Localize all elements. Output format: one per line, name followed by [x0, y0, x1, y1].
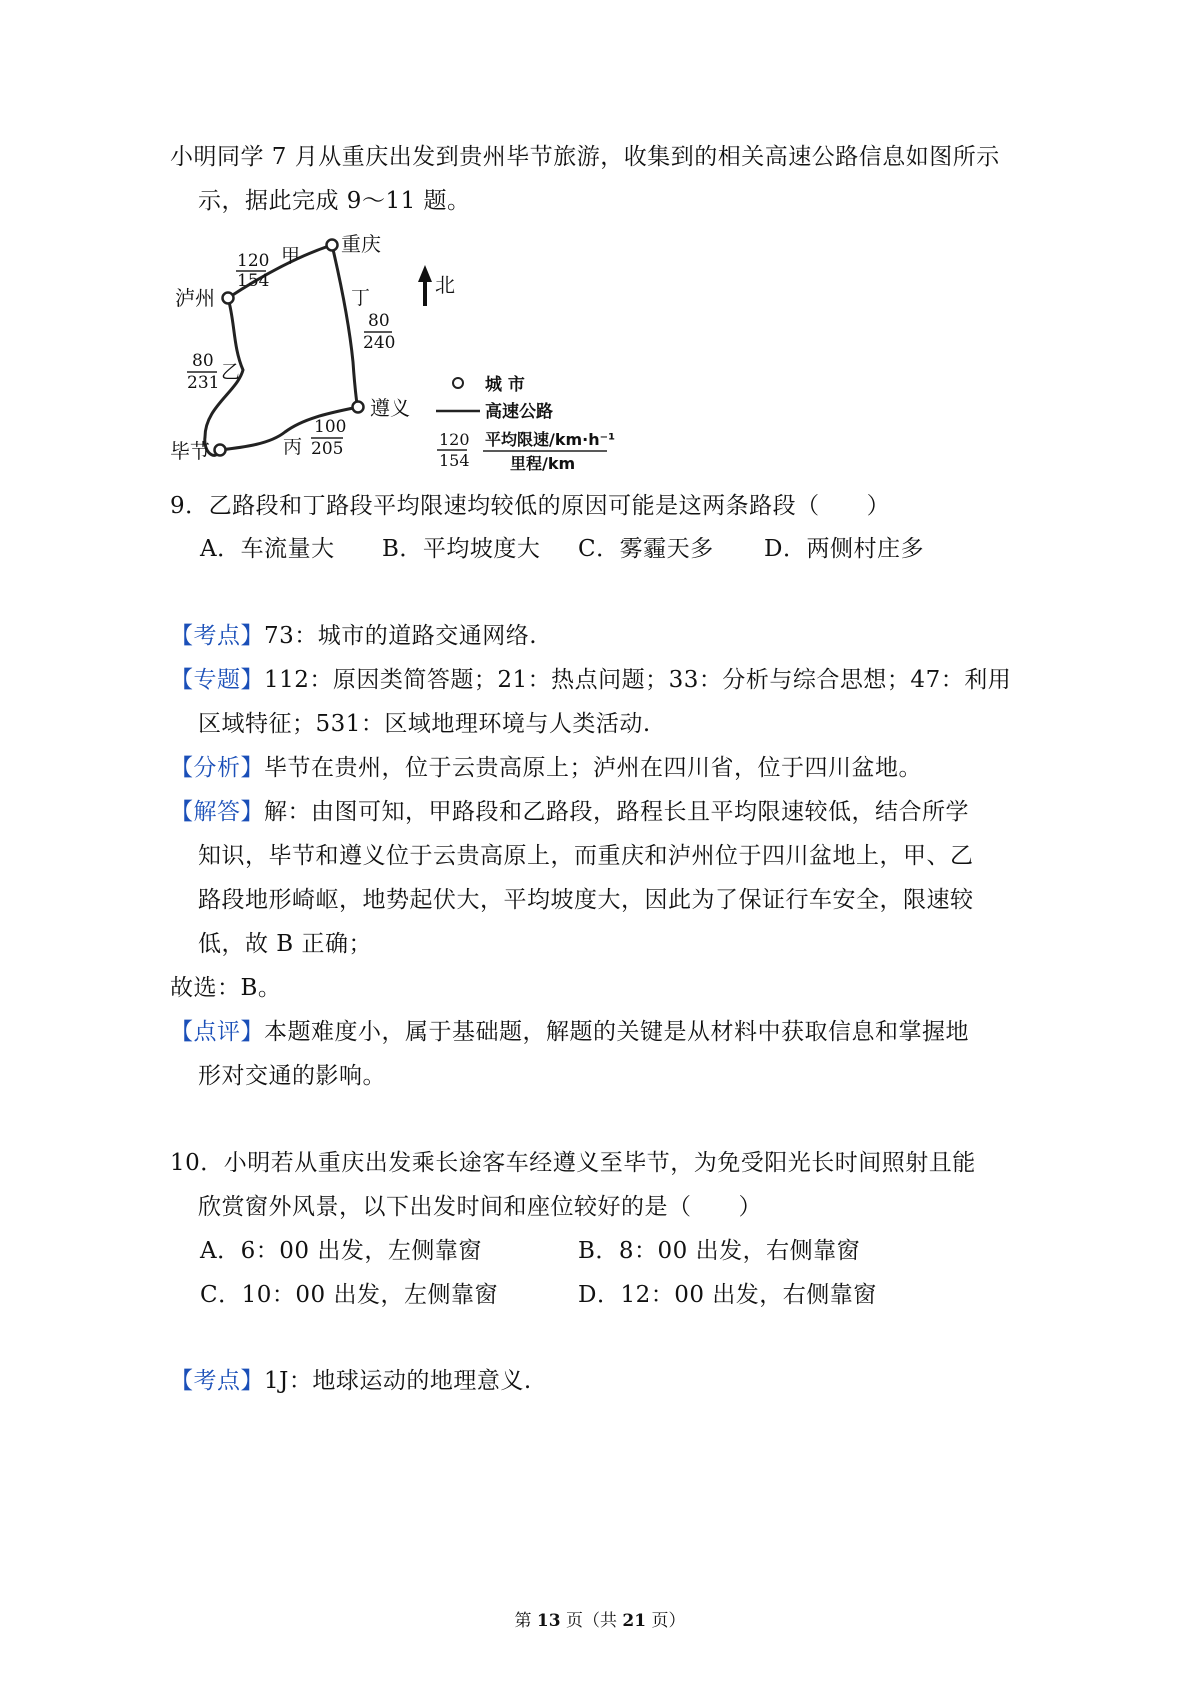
jieda-tag: 【解答】 [170, 799, 264, 825]
q10-option-b: B．8：00 出发，右侧靠窗 [578, 1238, 861, 1264]
kaodian-tag: 【考点】 [170, 623, 264, 649]
intro-line-1: 小明同学 7 月从重庆出发到贵州毕节旅游，收集到的相关高速公路信息如图所示 [170, 144, 1000, 170]
city-luzhou-marker [223, 293, 234, 304]
q10-stem-2: 欣赏窗外风景，以下出发时间和座位较好的是（ ） [198, 1194, 762, 1220]
map-legend [436, 374, 615, 473]
zhuanti-tag: 【专题】 [170, 667, 264, 693]
city-chongqing-label: 重庆 [341, 232, 381, 256]
segment-bing-speed: 100 [314, 417, 347, 437]
segment-jia-distance: 154 [237, 271, 270, 291]
a9-jieda: 【解答】解：由图可知，甲路段和乙路段，路程长且平均限速较低，结合所学 [170, 799, 969, 825]
a10-kaodian: 【考点】1J：地球运动的地理意义. [170, 1368, 532, 1394]
city-bijie-label: 毕节 [170, 439, 210, 463]
a9-kaodian: 【考点】73：城市的道路交通网络. [170, 623, 538, 649]
segment-yi-name: 乙 [221, 361, 241, 383]
legend-sample-top: 120 [439, 430, 470, 449]
q10-option-d: D．12：00 出发，右侧靠窗 [578, 1282, 877, 1308]
a9-fenxi: 【分析】毕节在贵州，位于云贵高原上；泸州在四川省，位于四川盆地。 [170, 755, 922, 781]
q9-stem: 9．乙路段和丁路段平均限速均较低的原因可能是这两条路段（ ） [170, 493, 891, 519]
legend-highway-label: 高速公路 [485, 402, 553, 422]
segment-yi-speed: 80 [192, 351, 214, 371]
highway-map [170, 232, 695, 520]
legend-city-label: 城 市 [485, 375, 525, 395]
page-footer: 第 13 页（共 21 页） [514, 1611, 686, 1631]
a9-jieda-4: 低，故 B 正确； [198, 931, 373, 957]
legend-sample-bottom: 154 [439, 451, 470, 470]
north-arrow-icon [418, 265, 432, 306]
segment-ding-speed: 80 [368, 311, 390, 331]
segment-ding-distance: 240 [363, 333, 396, 353]
intro-line-2: 示，据此完成 9～11 题。 [198, 188, 471, 214]
q10-option-c: C．10：00 出发，左侧靠窗 [200, 1282, 498, 1308]
q10-stem-1: 10．小明若从重庆出发乘长途客车经遵义至毕节，为免受阳光长时间照射且能 [170, 1150, 976, 1176]
route-ding [332, 245, 358, 411]
q9-option-b: B．平均坡度大 [382, 536, 541, 562]
q10-option-a: A．6：00 出发，左侧靠窗 [200, 1238, 482, 1264]
segment-jia-speed: 120 [237, 251, 270, 271]
fenxi-tag: 【分析】 [170, 755, 264, 781]
a9-guxuan: 故选：B。 [170, 975, 282, 1001]
legend-distance-label: 里程/km [510, 454, 576, 473]
a9-zhuanti-cont: 区域特征；531：区域地理环境与人类活动. [198, 711, 651, 737]
a9-dianping-2: 形对交通的影响。 [198, 1063, 386, 1089]
a9-jieda-3: 路段地形崎岖，地势起伏大，平均坡度大，因此为了保证行车安全，限速较 [198, 887, 974, 913]
a9-jieda-2: 知识，毕节和遵义位于云贵高原上，而重庆和泸州位于四川盆地上，甲、乙 [198, 843, 974, 869]
city-zunyi-label: 遵义 [370, 396, 410, 420]
page-number: 13 [536, 1611, 561, 1631]
city-zunyi-marker [353, 402, 364, 413]
q9-option-a: A．车流量大 [200, 536, 335, 562]
dianping-tag: 【点评】 [170, 1019, 264, 1045]
city-bijie-marker [215, 445, 226, 456]
legend-speed-label: 平均限速/km·h⁻¹ [485, 430, 616, 449]
kaodian-tag: 【考点】 [170, 1368, 264, 1394]
q9-option-d: D．两侧村庄多 [764, 536, 924, 562]
city-luzhou-label: 泸州 [175, 286, 215, 310]
city-chongqing-marker [327, 240, 338, 251]
segment-ding-name: 丁 [351, 287, 371, 309]
segment-jia-name: 甲 [281, 245, 301, 267]
north-label: 北 [435, 273, 455, 297]
legend-city-icon [453, 378, 463, 388]
a9-dianping: 【点评】本题难度小，属于基础题，解题的关键是从材料中获取信息和掌握地 [170, 1019, 969, 1045]
segment-yi-distance: 231 [187, 373, 220, 393]
segment-bing-distance: 205 [311, 439, 344, 459]
a9-zhuanti: 【专题】112：原因类简答题；21：热点问题；33：分析与综合思想；47：利用 [170, 667, 1012, 693]
segment-bing-name: 丙 [283, 436, 303, 458]
q9-option-c: C．雾霾天多 [578, 536, 714, 562]
page-total: 21 [622, 1611, 647, 1631]
